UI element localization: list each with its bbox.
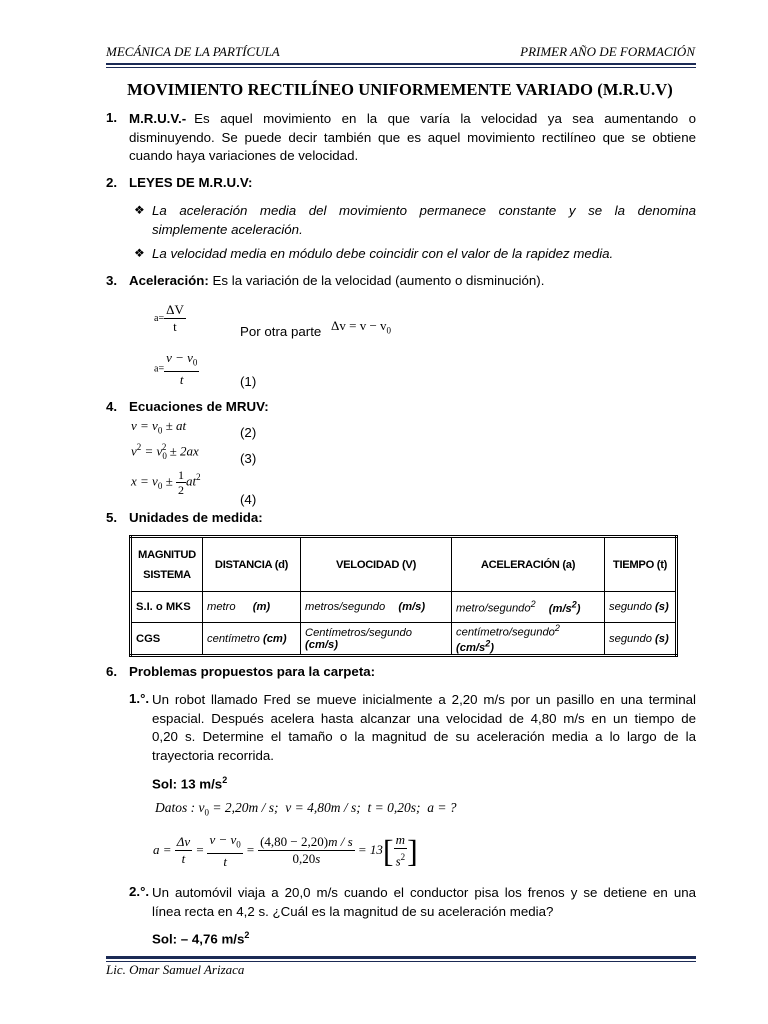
section-2-number: 2. [106,175,118,190]
table-header-velocidad: VELOCIDAD (V) [301,537,452,592]
section-1-line1: Es aquel movimiento en la que varía la velocidad ya sea aumentando o [194,111,696,126]
diamond-bullet-icon: ❖ [134,246,145,260]
header-left: MECÁNICA DE LA PARTÍCULA [106,44,280,59]
formula-acceleration [154,302,186,335]
table-cell-distance [203,592,301,623]
section-3-definition: Es la variación de la velocidad (aumento o disminución). [212,273,545,288]
law-1-line2: simplemente aceleración. [152,221,303,237]
unit-symbol: (cm/s [456,642,486,655]
section-6-number: 6. [106,664,118,679]
section-3-term: Aceleración: [129,273,209,288]
table-cell-velocity [301,623,452,656]
table-header-magnitud: MAGNITUD SISTEMA [131,537,203,592]
equation-4: $x = v_0$ ± $\frac{1}{2}$ $at^2$ [131,468,201,497]
unit-symbol: (cm) [262,632,287,645]
equation-tag-1: (1) [240,374,257,389]
fraction: $\frac{v - v_0}{t}$ [166,350,198,387]
problem-2-solution: Sol: – 4,76 $m/s^2$ [152,930,250,947]
table-header-row [131,537,677,592]
problem-2-line2: línea recta en 4,2 s. ¿Cuál es la magnitud de su aceleración media? [152,903,554,919]
section-1-line3: cuando haya variaciones de velocidad. [129,148,359,164]
section-1-text [129,110,696,166]
unit-word: segundo [609,632,652,645]
unit-word: Centímetros/segundo [305,626,412,639]
problem-1-line4: trayectoria recorrida. [152,748,274,764]
formula-lhs: a= [154,313,165,324]
unit-word: centímetro [207,632,260,645]
unit-word: metro/segundo [456,602,531,615]
table-cell-time [605,623,677,656]
unit-word: metros/segundo [305,601,386,613]
equation-tag-3: (3) [240,451,257,466]
fraction [164,302,186,335]
unit-symbol: (m/s [548,602,572,615]
diamond-bullet-icon: ❖ [134,203,145,217]
page-title: MOVIMIENTO RECTILÍNEO UNIFORMEMENTE VARIADO (M.R.U.V) [127,80,673,99]
fraction-denominator: t [173,319,177,334]
section-6-heading: Problemas propuestos para la carpeta: [129,664,376,679]
section-2-heading: LEYES DE M.R.U.V: [129,175,253,190]
unit-symbol: (s) [655,601,669,613]
equation-tag-4: (4) [240,492,257,507]
unit-word: metro [207,601,236,613]
unit-symbol: (m/s) [398,601,426,613]
table-row [131,623,677,656]
problem-1-number: 1.°. [129,691,150,706]
table-cell-acceleration: centímetro/segundo$^2$ $(cm/s^2)$ [452,623,605,656]
formula-delta-v-text: Δv = v − v [331,318,387,333]
problem-2-text [152,884,696,921]
fraction-denominator: t [179,371,184,387]
problem-1-line1: Un robot llamado Fred se mueve inicialmente a 2,20 m/s por un pasillo en una terminal [152,692,696,707]
equation-3: $v^2 = v_0^2 \pm 2ax$ [131,442,199,461]
table-cell-acceleration: metro/segundo$^2$ $(m/s^2)$ [452,592,605,623]
equation-tag-2: (2) [240,425,257,440]
problem-1-text [152,691,696,766]
header-right: PRIMER AÑO DE FORMACIÓN [520,44,695,59]
section-3-number: 3. [106,273,118,288]
table-cell-system: CGS [131,623,203,656]
law-1 [152,202,696,239]
problem-1-solution-text: Sol: 13 m/s [152,776,223,792]
footer-rule [106,956,696,959]
problem-2-solution-text: Sol: – 4,76 m/s [152,931,245,947]
equation-2: $v = v_0$ ± at [131,418,187,436]
header-rule-thin [106,67,696,68]
section-4-heading: Ecuaciones de MRUV: [129,399,269,414]
problem-1-solution: Sol: 13 $m/s^2$ [152,775,228,792]
unit-symbol: (cm/s) [305,638,338,651]
table-cell-velocity [301,592,452,623]
law-1-line1: La aceleración media del movimiento permanece constante y se la denomina [152,203,696,218]
problem-1-data: Datos : $v_0 = 2,20m / s$; v = 4,80m / s; t = 0,20s; a = ? [155,800,457,818]
fraction-numerator: v − v [166,350,193,365]
section-1-line2: disminuyendo. Se puede decir también que es aquel movimiento rectilíneo que se obtiene [129,129,696,145]
units-table [129,535,678,657]
section-4-number: 4. [106,399,118,414]
problem-1-line3: 0,20 s. Determine el tamaño o la magnitud de su aceleración media a lo largo de la [152,729,696,745]
table-cell-time [605,592,677,623]
section-1-number: 1. [106,110,118,125]
header-rule [106,63,696,65]
formula-lhs: a= [154,363,165,375]
otra-parte-label: Por otra parte [240,324,322,339]
unit-symbol: (s) [655,632,669,645]
law-2: La velocidad media en módulo debe coincidir con el valor de la rapidez media. [152,246,614,261]
table-cell-distance [203,623,301,656]
table-header-distancia: DISTANCIA (d) [203,537,301,592]
problem-2-line1: Un automóvil viaja a 20,0 m/s cuando el conductor pisa los frenos y se detiene en una [152,885,696,900]
table-header-tiempo: TIEMPO (t) [605,537,677,592]
unit-word: segundo [609,601,652,613]
section-1-term: M.R.U.V.- [129,111,187,126]
table-cell-system: S.I. o MKS [131,592,203,623]
problem-1-solution-formula: a = $\frac{\Delta v}{t}$ = $\frac{v - v_0}{t}$ = $\frac{(4,80 - 2,20)m / s}{0,20s}$ = 13[ $\frac{m}{s^2}$ ] [153,832,418,869]
table-header-aceleracion: ACELERACIÓN (a) [452,537,605,592]
section-5-heading: Unidades de medida: [129,510,263,525]
formula-acceleration-expanded [154,350,199,388]
footer-author: Lic. Omar Samuel Arizaca [106,962,245,977]
table-row [131,592,677,623]
section-3-text [129,273,544,288]
problem-2-number: 2.°. [129,884,150,899]
formula-delta-v: $\Delta v = v - v_0$ [331,318,392,336]
unit-symbol: (m) [252,601,271,613]
fraction-numerator: ΔV [166,302,184,317]
unit-word: centímetro/segundo [456,626,555,639]
section-5-number: 5. [106,510,118,525]
problem-1-line2: espacial. Después acelera hasta alcanzar una velocidad de 4,80 m/s en un tiempo de [152,710,696,726]
